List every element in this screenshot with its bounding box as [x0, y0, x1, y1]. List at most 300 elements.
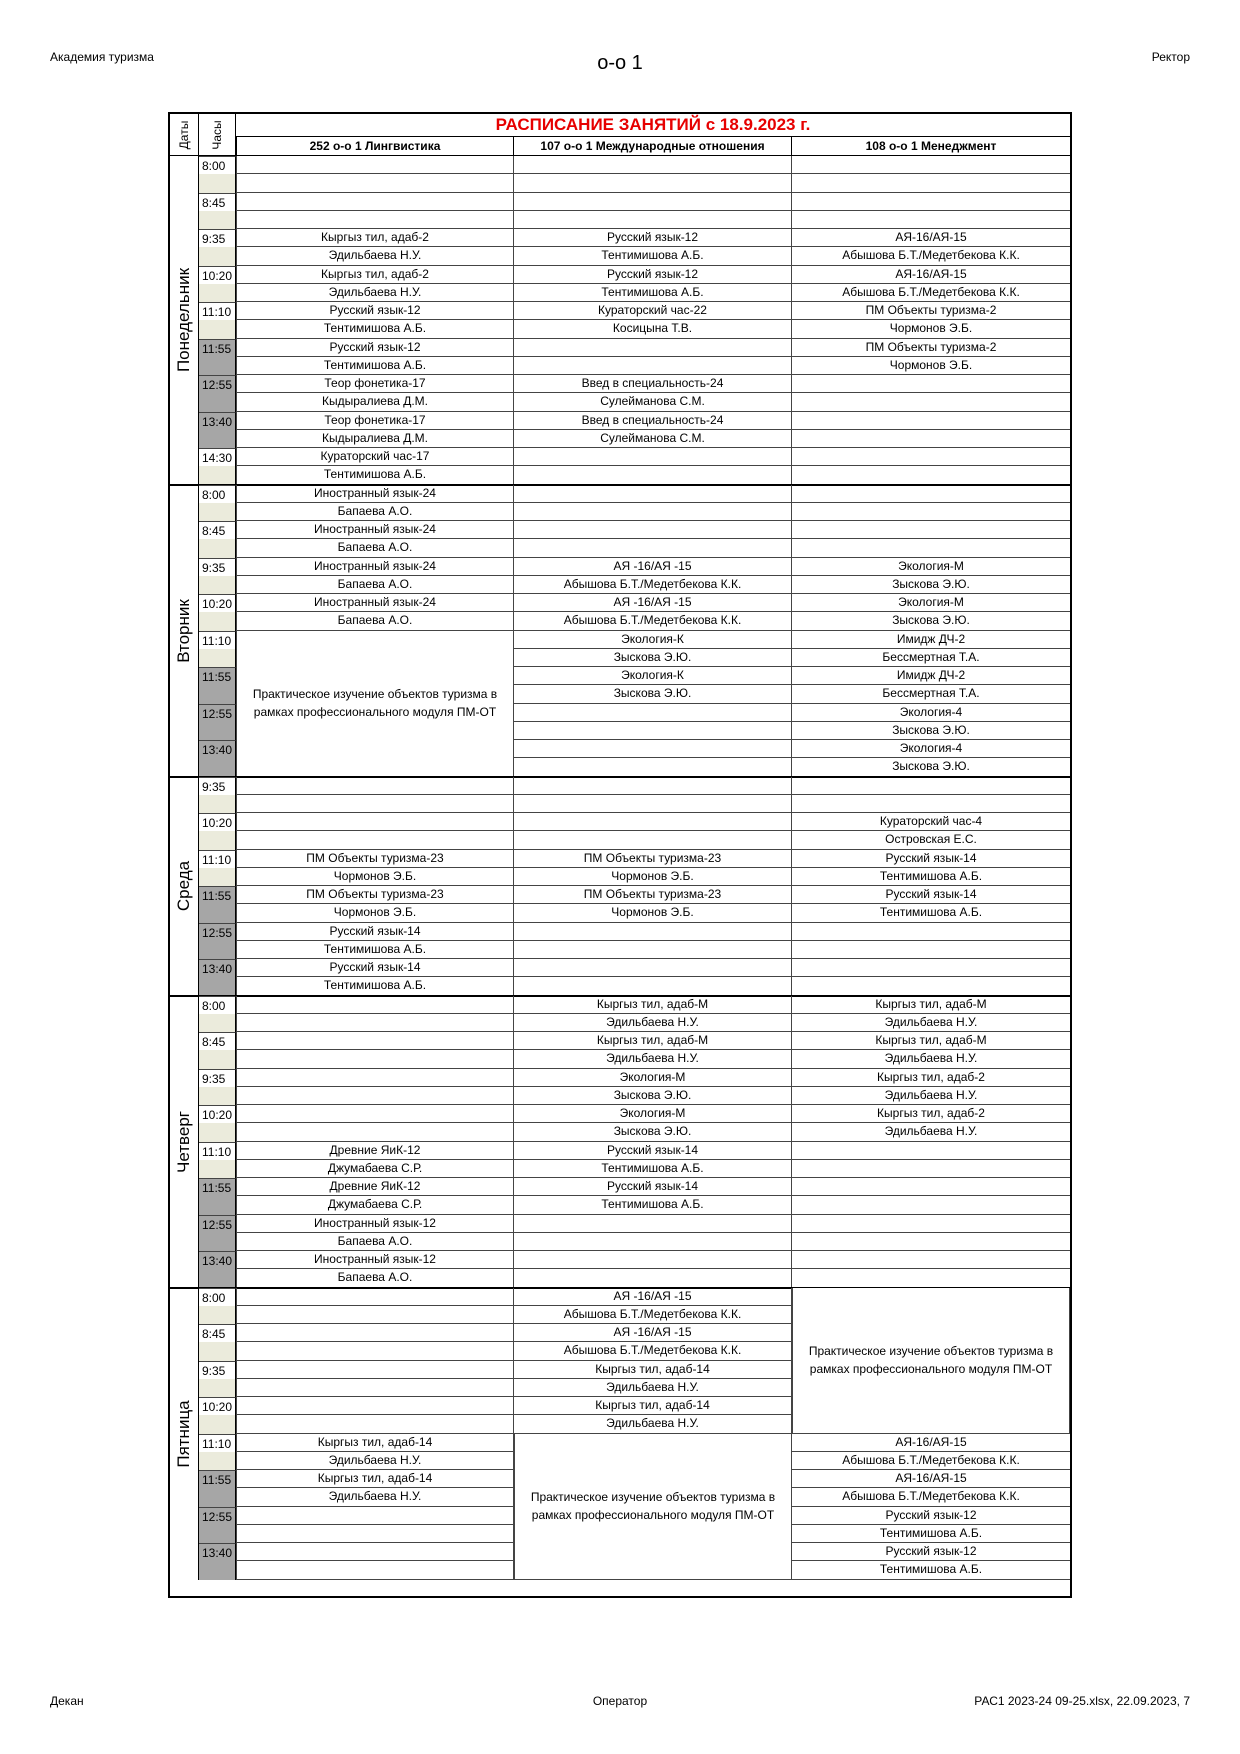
schedule-cell: Бапаева А.О.: [236, 612, 514, 630]
schedule-cell: [514, 1233, 792, 1251]
time-cell: 13:40: [199, 1543, 236, 1561]
day-label: Вторник: [174, 598, 193, 663]
schedule-cell: Зыскова Э.Ю.: [514, 1123, 792, 1141]
group-header: 108 о-о 1 Менеджмент: [792, 136, 1070, 156]
time-cell: 11:55: [199, 1178, 236, 1196]
schedule-cell: [792, 485, 1070, 503]
day-label: Четверг: [174, 1110, 193, 1173]
time-cell-shade: [199, 1233, 236, 1251]
schedule-cell: Тентимишова А.Б.: [236, 941, 514, 959]
schedule-cell: [236, 211, 514, 229]
schedule-cell: Кыдыралиева Д.М.: [236, 430, 514, 448]
schedule-cell: [236, 193, 514, 211]
schedule-cell: [236, 1306, 514, 1324]
schedule-cell: Сулейманова С.М.: [514, 430, 792, 448]
schedule-cell: Экология-К: [514, 667, 792, 685]
schedule-cell: Бапаева А.О.: [236, 1233, 514, 1251]
schedule-cell: [792, 412, 1070, 430]
schedule-cell: АЯ-16/АЯ-15: [792, 1470, 1070, 1488]
time-cell: 12:55: [199, 375, 236, 393]
schedule-cell: Бессмертная Т.А.: [792, 685, 1070, 703]
time-cell-shade: [199, 831, 236, 849]
schedule-cell: [236, 1324, 514, 1342]
schedule-cell: АЯ -16/АЯ -15: [514, 558, 792, 576]
schedule-cell: Русский язык-12: [792, 1543, 1070, 1561]
schedule-cell: Тентимишова А.Б.: [514, 1196, 792, 1214]
time-cell: 9:35: [199, 229, 236, 247]
schedule-cell: [792, 448, 1070, 466]
schedule-cell: Тентимишова А.Б.: [514, 247, 792, 265]
time-cell: 8:00: [199, 485, 236, 503]
time-cell-shade: [199, 1160, 236, 1178]
time-cell: 12:55: [199, 923, 236, 941]
schedule-cell: [792, 795, 1070, 813]
schedule-cell: [514, 722, 792, 740]
schedule-cell: [792, 466, 1070, 484]
group-header: 107 о-о 1 Международные отношения: [514, 136, 792, 156]
schedule-cell: [236, 831, 514, 849]
schedule-cell: Русский язык-14: [236, 923, 514, 941]
schedule-cell: [236, 1507, 514, 1525]
time-cell: 11:55: [199, 1470, 236, 1488]
schedule-cell: Абышова Б.Т./Медетбекова К.К.: [792, 1452, 1070, 1470]
schedule-cell: Чормонов Э.Б.: [514, 868, 792, 886]
schedule-cell: [236, 1050, 514, 1068]
schedule-cell: Кыргыз тил, адаб-2: [236, 266, 514, 284]
schedule-cell: Эдильбаева Н.У.: [514, 1379, 792, 1397]
time-cell-shade: [199, 795, 236, 813]
schedule-cell: [514, 1251, 792, 1269]
time-cell-shade: [199, 649, 236, 667]
schedule-cell: [514, 539, 792, 557]
schedule-cell: [792, 1269, 1070, 1287]
time-cell-shade: [199, 1525, 236, 1543]
schedule-cell: [792, 941, 1070, 959]
schedule-cell: [514, 521, 792, 539]
time-cell: 11:10: [199, 302, 236, 320]
time-cell-shade: [199, 503, 236, 521]
schedule-cell: [792, 977, 1070, 995]
merged-practice-cell: Практическое изучение объектов туризма в рамках профессионального модуля ПМ-ОТ: [792, 1288, 1070, 1434]
schedule-cell: Зыскова Э.Ю.: [792, 612, 1070, 630]
time-cell-shade: [199, 211, 236, 229]
schedule-cell: Теор фонетика-17: [236, 375, 514, 393]
schedule-cell: [514, 339, 792, 357]
schedule-cell: [514, 941, 792, 959]
schedule-cell: Зыскова Э.Ю.: [514, 649, 792, 667]
schedule-cell: Экология-4: [792, 704, 1070, 722]
schedule-cell: Абышова Б.Т./Медетбекова К.К.: [792, 284, 1070, 302]
schedule-cell: Абышова Б.Т./Медетбекова К.К.: [514, 576, 792, 594]
schedule-cell: Русский язык-12: [792, 1507, 1070, 1525]
schedule-cell: [236, 1525, 514, 1543]
schedule-cell: [792, 375, 1070, 393]
time-cell: 11:55: [199, 667, 236, 685]
schedule-cell: ПМ Объекты туризма-23: [514, 886, 792, 904]
schedule-cell: АЯ-16/АЯ-15: [792, 229, 1070, 247]
schedule-cell: Иностранный язык-24: [236, 558, 514, 576]
schedule-cell: ПМ Объекты туризма-23: [236, 886, 514, 904]
time-cell-shade: [199, 357, 236, 375]
schedule-cell: [792, 1160, 1070, 1178]
schedule-cell: Эдильбаева Н.У.: [236, 1452, 514, 1470]
time-cell-shade: [199, 1415, 236, 1433]
schedule-cell: Имидж ДЧ-2: [792, 667, 1070, 685]
schedule-cell: Зыскова Э.Ю.: [792, 576, 1070, 594]
time-cell: 10:20: [199, 1105, 236, 1123]
schedule-cell: Кыргыз тил, адаб-М: [514, 996, 792, 1014]
header-right: Ректор: [1151, 50, 1190, 64]
schedule-cell: Кураторский час-17: [236, 448, 514, 466]
time-cell-shade: [199, 1050, 236, 1068]
schedule-cell: Экология-К: [514, 631, 792, 649]
schedule-cell: [236, 1087, 514, 1105]
schedule-cell: [236, 1361, 514, 1379]
time-cell: 13:40: [199, 959, 236, 977]
schedule-cell: Тентимишова А.Б.: [514, 1160, 792, 1178]
schedule-cell: Чормонов Э.Б.: [236, 904, 514, 922]
schedule-cell: Введ в специальность-24: [514, 412, 792, 430]
time-cell-shade: [199, 1196, 236, 1214]
schedule-cell: Тентимишова А.Б.: [236, 320, 514, 338]
schedule-cell: [514, 777, 792, 795]
merged-practice-cell: Практическое изучение объектов туризма в рамках профессионального модуля ПМ-ОТ: [514, 1434, 792, 1580]
schedule-cell: Кыргыз тил, адаб-14: [236, 1470, 514, 1488]
schedule-cell: Русский язык-12: [236, 302, 514, 320]
schedule-cell: ПМ Объекты туризма-23: [236, 850, 514, 868]
schedule-cell: [236, 1543, 514, 1561]
schedule-cell: [236, 813, 514, 831]
time-cell: 11:10: [199, 1142, 236, 1160]
time-cell: 9:35: [199, 1069, 236, 1087]
time-cell: 12:55: [199, 704, 236, 722]
schedule-cell: Кураторский час-22: [514, 302, 792, 320]
schedule-cell: Иностранный язык-12: [236, 1251, 514, 1269]
day-label: Пятница: [174, 1399, 193, 1468]
time-cell-shade: [199, 1087, 236, 1105]
schedule-cell: [514, 448, 792, 466]
schedule-cell: Кураторский час-4: [792, 813, 1070, 831]
schedule-cell: ПМ Объекты туризма-2: [792, 302, 1070, 320]
schedule-cell: Абышова Б.Т./Медетбекова К.К.: [514, 612, 792, 630]
day-cell: [170, 1288, 199, 1580]
schedule-cell: [514, 977, 792, 995]
time-cell: 8:45: [199, 521, 236, 539]
schedule-cell: Тентимишова А.Б.: [792, 868, 1070, 886]
time-cell-shade: [199, 539, 236, 557]
schedule-cell: Экология-М: [792, 594, 1070, 612]
time-cell-shade: [199, 466, 236, 484]
schedule-cell: [792, 1251, 1070, 1269]
schedule-cell: Эдильбаева Н.У.: [514, 1014, 792, 1032]
time-cell-shade: [199, 685, 236, 703]
day-cell: [170, 777, 199, 996]
time-cell: 10:20: [199, 1397, 236, 1415]
time-cell: 8:45: [199, 1324, 236, 1342]
schedule-cell: [236, 1415, 514, 1433]
schedule-cell: Русский язык-12: [514, 229, 792, 247]
schedule-cell: [514, 923, 792, 941]
schedule-cell: Кыргыз тил, адаб-14: [514, 1397, 792, 1415]
schedule-cell: Иностранный язык-24: [236, 485, 514, 503]
schedule-cell: [236, 1123, 514, 1141]
schedule-cell: Чормонов Э.Б.: [514, 904, 792, 922]
schedule-cell: Эдильбаева Н.У.: [792, 1087, 1070, 1105]
schedule-cell: [236, 1379, 514, 1397]
schedule-cell: [792, 1178, 1070, 1196]
time-cell: 12:55: [199, 1507, 236, 1525]
time-cell-shade: [199, 904, 236, 922]
time-cell-shade: [199, 1306, 236, 1324]
schedule-cell: Эдильбаева Н.У.: [792, 1050, 1070, 1068]
time-cell: 10:20: [199, 594, 236, 612]
schedule-cell: Бессмертная Т.А.: [792, 649, 1070, 667]
schedule-cell: Теор фонетика-17: [236, 412, 514, 430]
schedule-cell: [514, 357, 792, 375]
schedule-cell: Кыргыз тил, адаб-14: [514, 1361, 792, 1379]
schedule-cell: Абышова Б.Т./Медетбекова К.К.: [514, 1306, 792, 1324]
time-cell-shade: [199, 174, 236, 192]
time-cell-shade: [199, 1123, 236, 1141]
time-cell-shade: [199, 1561, 236, 1579]
time-cell-shade: [199, 1379, 236, 1397]
schedule-cell: Островская Е.С.: [792, 831, 1070, 849]
time-cell: 12:55: [199, 1215, 236, 1233]
time-cell-shade: [199, 247, 236, 265]
schedule-cell: Кыргыз тил, адаб-М: [514, 1032, 792, 1050]
schedule-cell: Кыргыз тил, адаб-2: [236, 229, 514, 247]
schedule-cell: [792, 174, 1070, 192]
time-cell-shade: [199, 722, 236, 740]
time-cell: 8:00: [199, 996, 236, 1014]
schedule-cell: Чормонов Э.Б.: [792, 357, 1070, 375]
schedule-cell: Древние ЯиК-12: [236, 1178, 514, 1196]
schedule-cell: Русский язык-14: [792, 886, 1070, 904]
time-cell-shade: [199, 1488, 236, 1506]
schedule-cell: Экология-М: [514, 1105, 792, 1123]
schedule-cell: [514, 740, 792, 758]
schedule-cell: Бапаева А.О.: [236, 503, 514, 521]
time-cell-shade: [199, 977, 236, 995]
schedule-cell: [514, 503, 792, 521]
time-cell: 11:10: [199, 631, 236, 649]
time-cell-shade: [199, 393, 236, 411]
schedule-cell: [514, 813, 792, 831]
schedule-cell: [236, 1014, 514, 1032]
schedule-cell: [236, 156, 514, 174]
schedule-cell: Джумабаева С.Р.: [236, 1196, 514, 1214]
group-header: 252 о-о 1 Лингвистика: [236, 136, 514, 156]
schedule-cell: Кыргыз тил, адаб-М: [792, 1032, 1070, 1050]
schedule-table: [168, 112, 1072, 1598]
schedule-cell: [792, 1233, 1070, 1251]
schedule-cell: [792, 1196, 1070, 1214]
schedule-cell: [792, 959, 1070, 977]
schedule-cell: Кыргыз тил, адаб-М: [792, 996, 1070, 1014]
schedule-cell: [792, 521, 1070, 539]
schedule-cell: Тентимишова А.Б.: [792, 1525, 1070, 1543]
schedule-cell: Русский язык-12: [514, 266, 792, 284]
time-cell: 8:45: [199, 1032, 236, 1050]
time-cell-shade: [199, 1452, 236, 1470]
time-cell: 11:10: [199, 850, 236, 868]
schedule-cell: Эдильбаева Н.У.: [236, 247, 514, 265]
schedule-cell: [514, 959, 792, 977]
schedule-cell: Русский язык-14: [236, 959, 514, 977]
schedule-cell: Русский язык-14: [792, 850, 1070, 868]
schedule-cell: Сулейманова С.М.: [514, 393, 792, 411]
merged-practice-cell: Практическое изучение объектов туризма в рамках профессионального модуля ПМ-ОТ: [236, 631, 514, 777]
schedule-cell: [236, 1105, 514, 1123]
time-cell: 8:45: [199, 193, 236, 211]
time-cell-shade: [199, 1269, 236, 1287]
schedule-cell: АЯ-16/АЯ-15: [792, 1434, 1070, 1452]
page-title: о-о 1: [597, 52, 643, 74]
schedule-cell: Зыскова Э.Ю.: [514, 1087, 792, 1105]
time-cell-shade: [199, 576, 236, 594]
schedule-cell: Эдильбаева Н.У.: [236, 284, 514, 302]
schedule-cell: [236, 1069, 514, 1087]
time-cell: 10:20: [199, 266, 236, 284]
footer-right: РАС1 2023-24 09-25.xlsx, 22.09.2023, 7: [974, 1694, 1190, 1708]
schedule-cell: [514, 1215, 792, 1233]
schedule-cell: Тентимишова А.Б.: [236, 466, 514, 484]
schedule-cell: Бапаева А.О.: [236, 1269, 514, 1287]
schedule-cell: [792, 777, 1070, 795]
schedule-cell: [236, 1397, 514, 1415]
time-cell: 8:00: [199, 1288, 236, 1306]
schedule-cell: Эдильбаева Н.У.: [792, 1014, 1070, 1032]
footer-left: Декан: [50, 1694, 84, 1708]
time-cell: 9:35: [199, 1361, 236, 1379]
schedule-title: РАСПИСАНИЕ ЗАНЯТИЙ с 18.9.2023 г.: [495, 115, 811, 134]
schedule-cell: Кыргыз тил, адаб-2: [792, 1069, 1070, 1087]
schedule-cell: [792, 539, 1070, 557]
schedule-cell: [236, 795, 514, 813]
schedule-cell: Эдильбаева Н.У.: [236, 1488, 514, 1506]
schedule-cell: Зыскова Э.Ю.: [792, 722, 1070, 740]
schedule-cell: [514, 156, 792, 174]
time-cell-shade: [199, 320, 236, 338]
schedule-cell: [236, 1288, 514, 1306]
footer-center: Оператор: [592, 1694, 648, 1708]
time-cell: 13:40: [199, 740, 236, 758]
schedule-cell: [514, 758, 792, 776]
time-cell: 11:10: [199, 1434, 236, 1452]
time-cell: 9:35: [199, 558, 236, 576]
schedule-cell: Экология-М: [514, 1069, 792, 1087]
dates-header-cell: [170, 114, 199, 156]
schedule-cell: Иностранный язык-24: [236, 521, 514, 539]
day-cell: [170, 996, 199, 1288]
schedule-cell: [236, 996, 514, 1014]
schedule-cell: Имидж ДЧ-2: [792, 631, 1070, 649]
schedule-cell: [236, 1032, 514, 1050]
schedule-cell: ПМ Объекты туризма-2: [792, 339, 1070, 357]
schedule-cell: АЯ -16/АЯ -15: [514, 1324, 792, 1342]
schedule-cell: [514, 704, 792, 722]
day-cell: [170, 156, 199, 485]
schedule-cell: [236, 1561, 514, 1579]
schedule-cell: [514, 466, 792, 484]
time-cell-shade: [199, 430, 236, 448]
time-cell: 13:40: [199, 1251, 236, 1269]
time-cell: 8:00: [199, 156, 236, 174]
schedule-cell: Древние ЯиК-12: [236, 1142, 514, 1160]
schedule-cell: Русский язык-12: [236, 339, 514, 357]
time-cell-shade: [199, 758, 236, 776]
schedule-cell: [792, 1215, 1070, 1233]
schedule-cell: Тентимишова А.Б.: [792, 904, 1070, 922]
schedule-cell: [792, 156, 1070, 174]
schedule-cell: Зыскова Э.Ю.: [792, 758, 1070, 776]
time-cell-shade: [199, 284, 236, 302]
schedule-cell: [792, 923, 1070, 941]
schedule-cell: [514, 831, 792, 849]
time-cell: 9:35: [199, 777, 236, 795]
schedule-cell: [236, 777, 514, 795]
schedule-cell: Бапаева А.О.: [236, 576, 514, 594]
schedule-cell: Кыдыралиева Д.М.: [236, 393, 514, 411]
schedule-cell: [792, 430, 1070, 448]
schedule-cell: [514, 795, 792, 813]
schedule-cell: Бапаева А.О.: [236, 539, 514, 557]
schedule-cell: Тентимишова А.Б.: [514, 284, 792, 302]
schedule-cell: Зыскова Э.Ю.: [514, 685, 792, 703]
schedule-cell: Джумабаева С.Р.: [236, 1160, 514, 1178]
schedule-cell: [792, 503, 1070, 521]
schedule-cell: Тентимишова А.Б.: [236, 357, 514, 375]
schedule-cell: [514, 211, 792, 229]
schedule-cell: [236, 174, 514, 192]
day-cell: [170, 485, 199, 777]
schedule-cell: Русский язык-14: [514, 1142, 792, 1160]
schedule-cell: Введ в специальность-24: [514, 375, 792, 393]
schedule-cell: Абышова Б.Т./Медетбекова К.К.: [792, 247, 1070, 265]
schedule-cell: Эдильбаева Н.У.: [514, 1415, 792, 1433]
schedule-cell: Эдильбаева Н.У.: [792, 1123, 1070, 1141]
time-cell: 14:30: [199, 448, 236, 466]
schedule-cell: АЯ-16/АЯ-15: [792, 266, 1070, 284]
schedule-cell: ПМ Объекты туризма-23: [514, 850, 792, 868]
schedule-cell: [514, 174, 792, 192]
time-cell: 13:40: [199, 412, 236, 430]
schedule-cell: [514, 1269, 792, 1287]
time-cell-shade: [199, 868, 236, 886]
schedule-cell: Иностранный язык-12: [236, 1215, 514, 1233]
header-left: Академия туризма: [50, 50, 154, 64]
time-cell-shade: [199, 941, 236, 959]
time-cell-shade: [199, 1014, 236, 1032]
day-label: Среда: [174, 860, 193, 912]
dates-header-label: Даты: [177, 120, 191, 150]
schedule-cell: [792, 393, 1070, 411]
schedule-cell: Абышова Б.Т./Медетбекова К.К.: [792, 1488, 1070, 1506]
schedule-cell: Тентимишова А.Б.: [792, 1561, 1070, 1579]
schedule-cell: [792, 193, 1070, 211]
schedule-cell: Русский язык-14: [514, 1178, 792, 1196]
schedule-cell: Экология-4: [792, 740, 1070, 758]
schedule-cell: Эдильбаева Н.У.: [514, 1050, 792, 1068]
time-cell: 11:55: [199, 339, 236, 357]
schedule-cell: [792, 1142, 1070, 1160]
time-cell-shade: [199, 612, 236, 630]
schedule-cell: АЯ -16/АЯ -15: [514, 594, 792, 612]
schedule-cell: Тентимишова А.Б.: [236, 977, 514, 995]
schedule-cell: Чормонов Э.Б.: [792, 320, 1070, 338]
schedule-cell: Кыргыз тил, адаб-2: [792, 1105, 1070, 1123]
time-cell-shade: [199, 1342, 236, 1360]
